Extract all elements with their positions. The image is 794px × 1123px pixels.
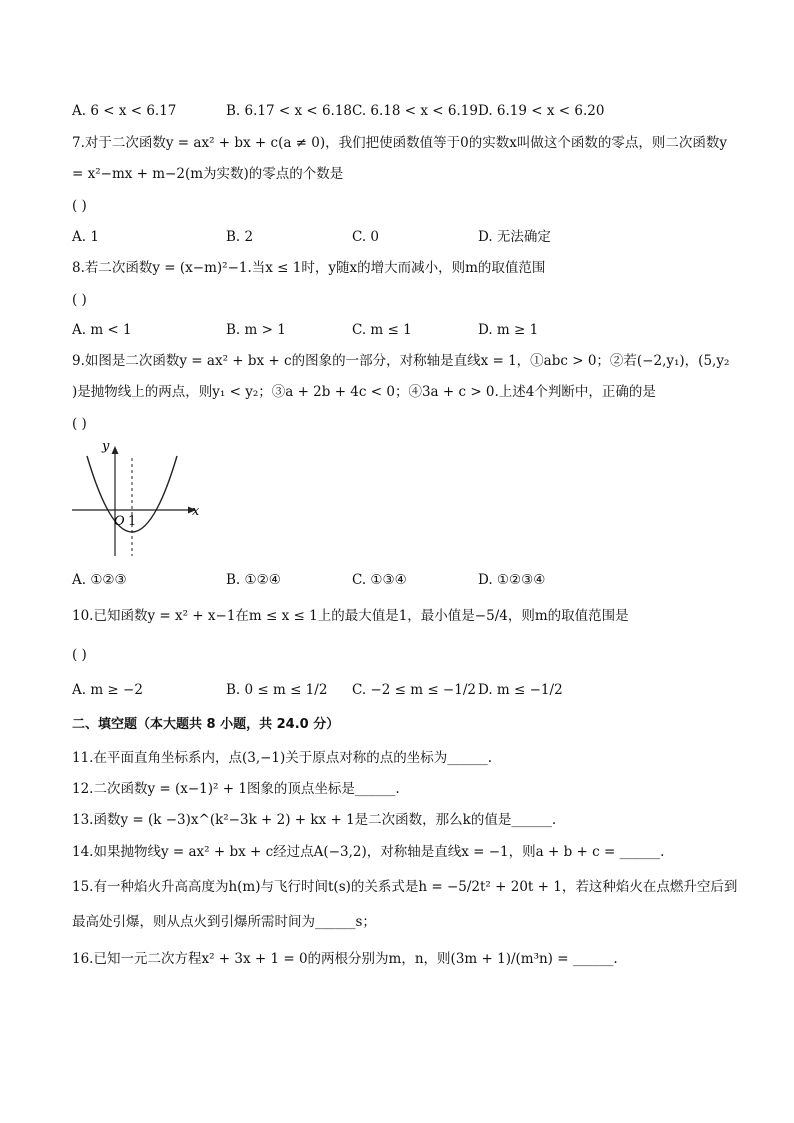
- option-d: D. m ≥ 1: [478, 322, 539, 338]
- q7-stem-line2: = x²−mx + m−2(m为实数)的零点的个数是: [72, 166, 344, 182]
- y-axis-arrow: [112, 446, 119, 454]
- option-b: B. 6.17 < x < 6.18: [226, 103, 353, 119]
- option-a: A. 1: [72, 229, 99, 245]
- q10-answer-paren: ( ): [72, 647, 87, 663]
- q13-stem: 13.函数y = (k −3)x^(k²−3k + 2) + kx + 1是二次函数，那么k的值是______.: [72, 812, 557, 828]
- option-a: A. m < 1: [72, 322, 132, 338]
- option-a: A. m ≥ −2: [72, 682, 143, 698]
- x-axis-label: x: [192, 504, 200, 519]
- section-heading-fill-in: 二、填空题（本大题共 8 小题，共 24.0 分）: [72, 717, 340, 732]
- tick-label-1: 1: [128, 514, 137, 529]
- option-d: D. m ≤ −1/2: [478, 682, 563, 698]
- q9-stem-line2: )是抛物线上的两点，则y₁ < y₂；③a + 2b + 4c < 0；④3a + c > 0.上述4个判断中，正确的是: [72, 384, 656, 400]
- q7-stem-line1: 7.对于二次函数y = ax² + bx + c(a ≠ 0)，我们把使函数值等于0的实数x叫做这个函数的零点，则二次函数y: [72, 135, 727, 151]
- option-b: B. ①②④: [226, 572, 281, 588]
- origin-label: O: [114, 514, 125, 529]
- q15-stem-line2: 最高处引爆，则从点火到引爆所需时间为______s；: [72, 914, 376, 930]
- q8-stem-line1: 8.若二次函数y = (x−m)²−1.当x ≤ 1时，y随x的增大而减小，则m的取值范围: [72, 260, 546, 276]
- option-c: C. 0: [352, 229, 380, 245]
- parabola-graph: [70, 438, 210, 563]
- q9-options: [72, 570, 732, 590]
- q7-answer-paren: ( ): [72, 198, 87, 214]
- q11-stem: 11.在平面直角坐标系内，点(3,−1)关于原点对称的点的坐标为______.: [72, 750, 493, 766]
- q10-stem-line1: 10.已知函数y = x² + x−1在m ≤ x ≤ 1上的最大值是1，最小值是−5/4，则m的取值范围是: [72, 608, 629, 624]
- q9-stem-line1: 9.如图是二次函数y = ax² + bx + c的图象的一部分，对称轴是直线x = 1，①abc > 0；②若(−2,y₁)，(5,y₂: [72, 353, 730, 369]
- q8-options: [72, 320, 732, 340]
- y-axis-label: y: [102, 439, 110, 454]
- option-b: B. 0 ≤ m ≤ 1/2: [226, 682, 328, 698]
- option-c: C. ①③④: [352, 572, 407, 588]
- option-c: C. m ≤ 1: [352, 322, 412, 338]
- q12-stem: 12.二次函数y = (x−1)² + 1图象的顶点坐标是______.: [72, 781, 400, 797]
- q8-answer-paren: ( ): [72, 292, 87, 308]
- option-a: A. ①②③: [72, 572, 127, 588]
- q9-answer-paren: ( ): [72, 416, 87, 432]
- q6-options: [72, 101, 732, 121]
- option-d: D. 6.19 < x < 6.20: [478, 103, 605, 119]
- option-c: C. 6.18 < x < 6.19: [352, 103, 478, 119]
- q10-options: [72, 680, 732, 700]
- q7-options: [72, 227, 732, 247]
- option-c: C. −2 ≤ m ≤ −1/2: [352, 682, 476, 698]
- q15-stem-line1: 15.有一种焰火升高高度为h(m)与飞行时间t(s)的关系式是h = −5/2t² + 20t + 1，若这种焰火在点燃升空后到: [72, 879, 738, 895]
- option-d: D. ①②③④: [478, 572, 546, 588]
- option-b: B. 2: [226, 229, 254, 245]
- option-b: B. m > 1: [226, 322, 286, 338]
- option-d: D. 无法确定: [478, 229, 551, 245]
- q16-stem: 16.已知一元二次方程x² + 3x + 1 = 0的两根分别为m，n，则(3m + 1)/(m³n) = ______.: [72, 951, 618, 967]
- q14-stem: 14.如果抛物线y = ax² + bx + c经过点A(−3,2)，对称轴是直线x = −1，则a + b + c = ______.: [72, 844, 665, 860]
- option-a: A. 6 < x < 6.17: [72, 103, 177, 119]
